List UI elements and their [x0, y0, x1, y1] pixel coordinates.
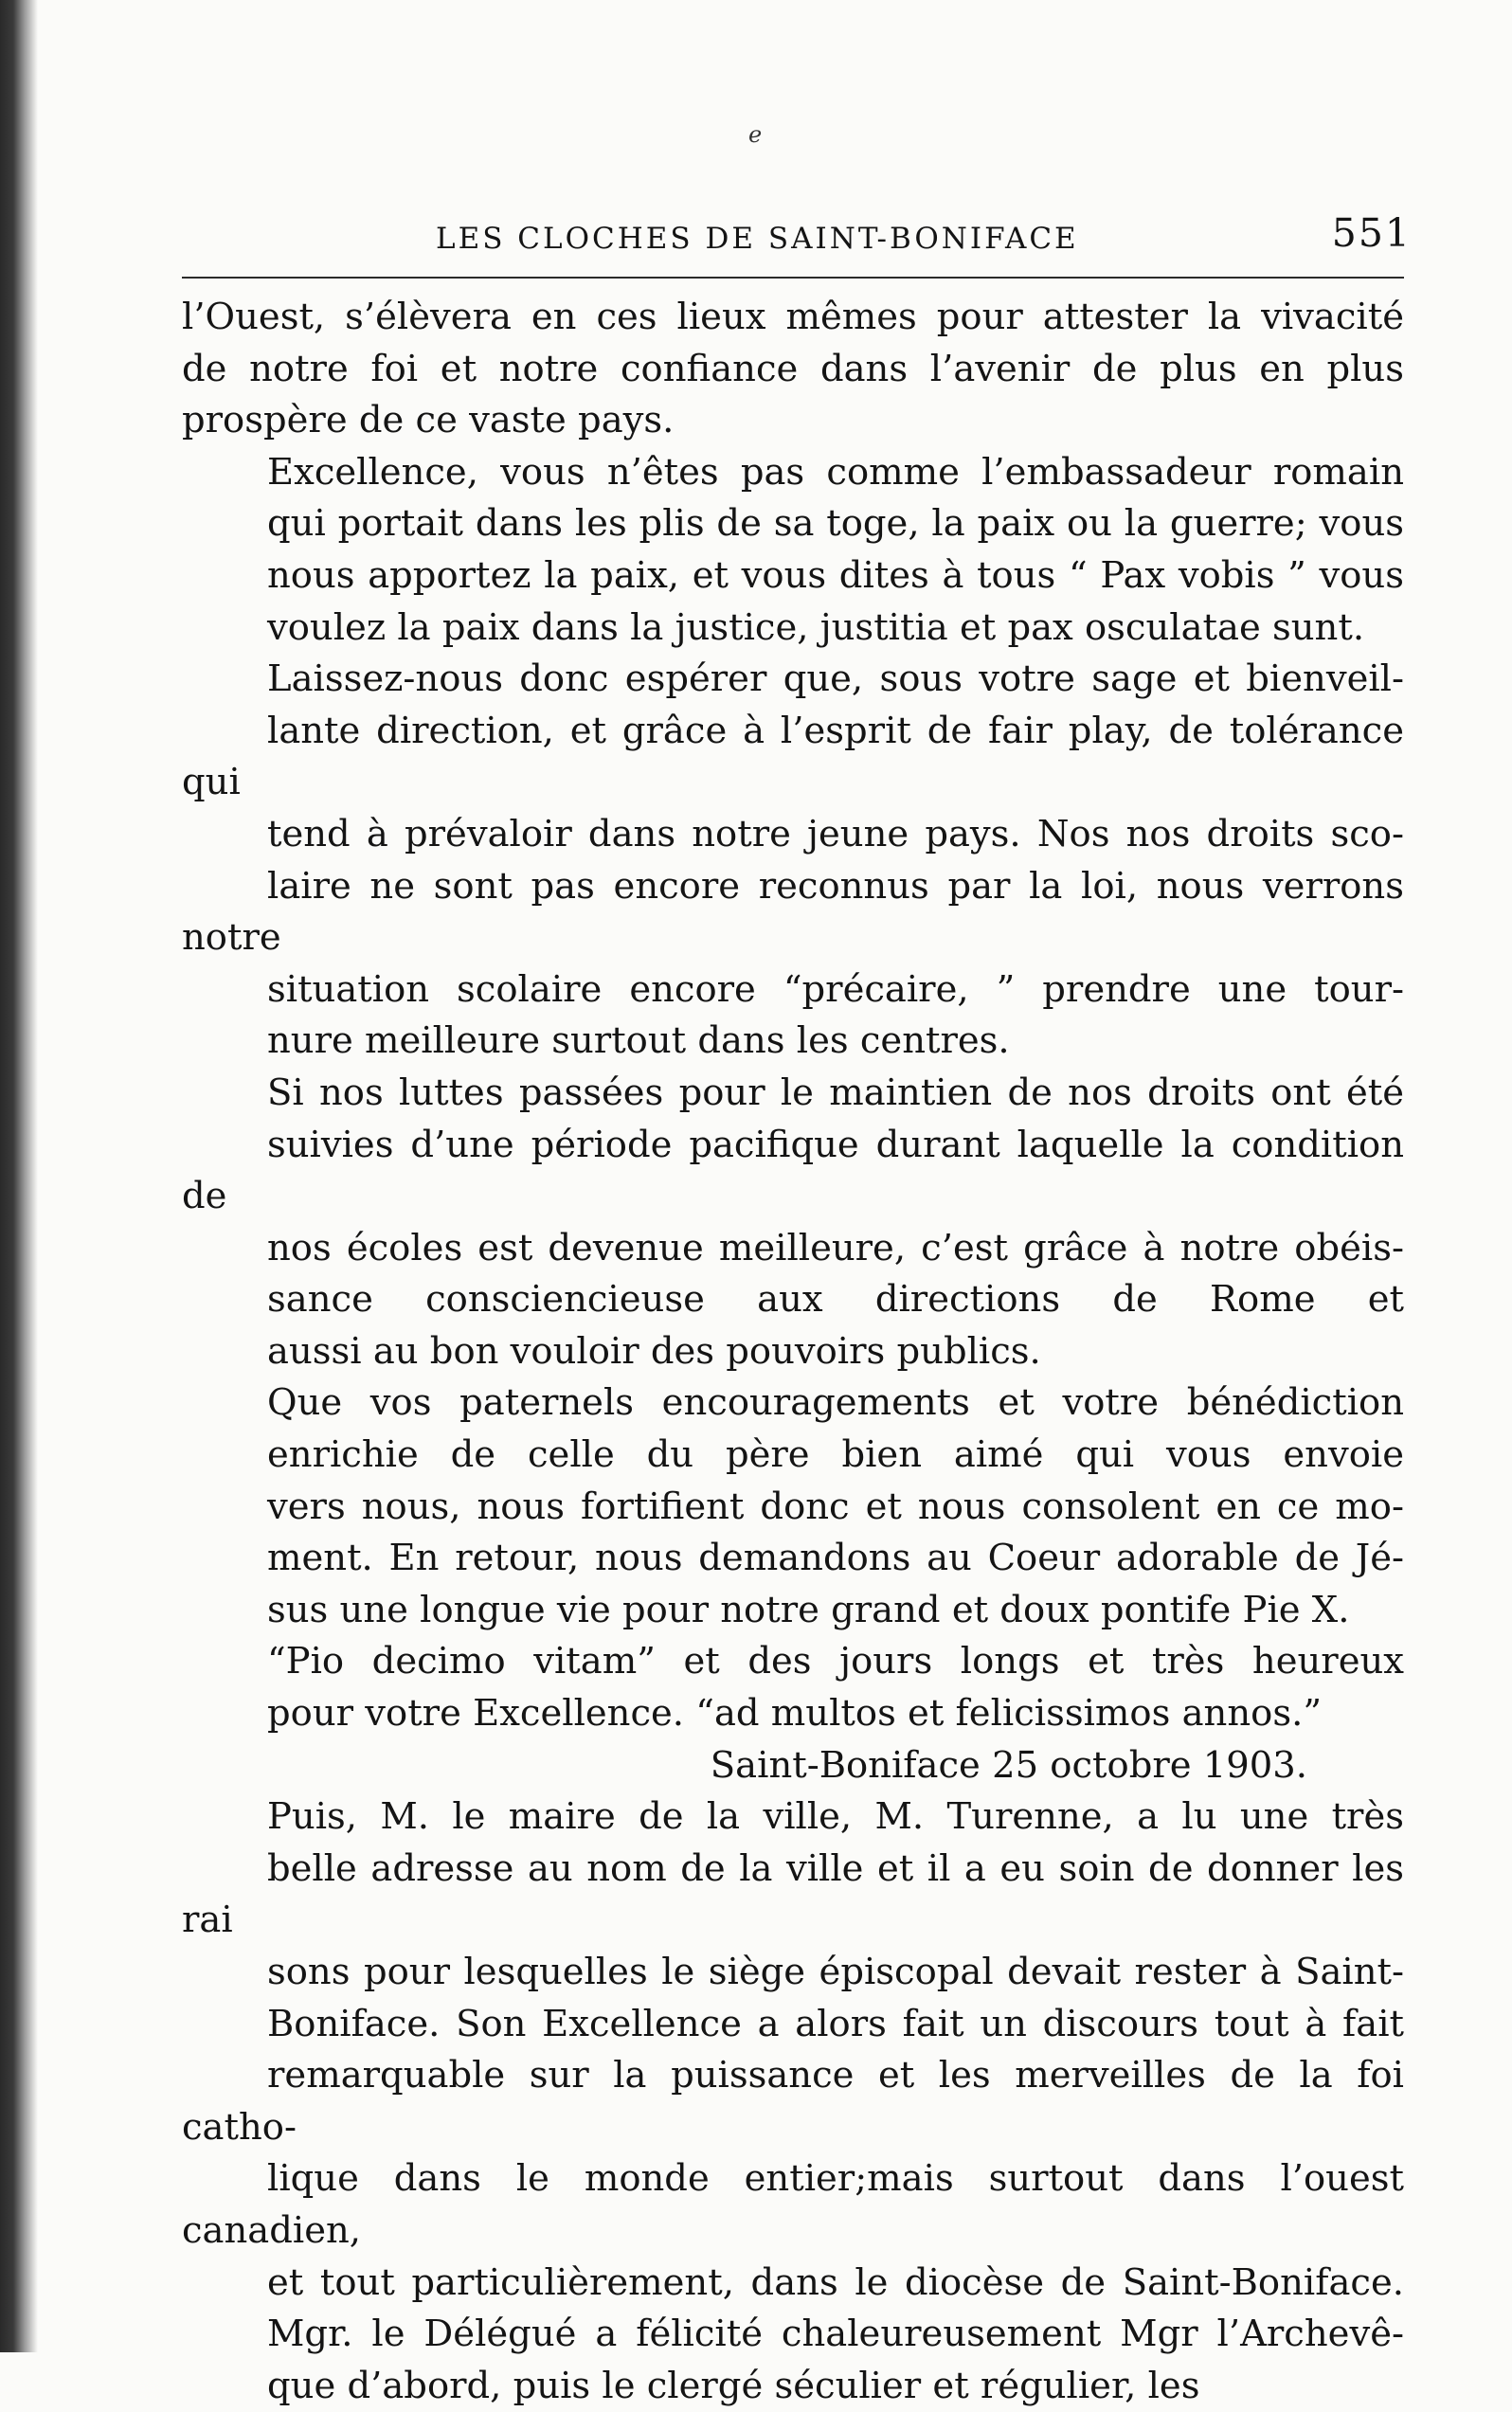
text-line: vers nous, nous fortifient donc et nous consolent en ce mo- — [267, 1485, 1404, 1528]
page-header — [180, 210, 1412, 267]
paragraph — [182, 292, 1404, 447]
text-line: Puis, M. le maire de la ville, M. Turenne, a lu une très — [267, 1795, 1404, 1839]
text-line: et tout particulièrement, dans le diocèse de Saint-Boniface. — [267, 2260, 1404, 2304]
paragraph — [182, 447, 1404, 654]
text-line: de notre foi et notre confiance dans l’avenir de plus en plus — [182, 347, 1404, 390]
header-rule — [182, 277, 1404, 279]
text-line: Mgr. le Délégué a félicité chaleureusement Mgr l’Archevê- — [267, 2313, 1404, 2356]
text-line: lique dans le monde entier;mais surtout dans l’ouest canadien, — [182, 2157, 1404, 2252]
text-line: qui portait dans les plis de sa toge, la paix ou la guerre; vous — [267, 502, 1404, 546]
text-line: “Pio decimo vitam” et des jours longs et très heureux — [267, 1640, 1404, 1683]
text-line: laire ne sont pas encore reconnus par la loi, nous verrons notre — [182, 864, 1404, 960]
text-line: nous apportez la paix, et vous dites à tous “ Pax vobis ” vous — [267, 553, 1404, 597]
text-line: aussi au bon vouloir des pouvoirs publics. — [267, 1329, 1041, 1373]
running-title: LES CLOCHES DE SAINT-BONIFACE — [436, 222, 1079, 256]
text-line: lante direction, et grâce à l’esprit de fair play, de tolérance qui — [182, 709, 1404, 804]
text-line: nos écoles est devenue meilleure, c’est grâce à notre obéis- — [267, 1226, 1404, 1269]
text-line: remarquable sur la puissance et les merveilles de la foi catho- — [182, 2054, 1404, 2149]
text-line: Laissez-nous donc espérer que, sous votre sage et bienveil- — [267, 657, 1404, 701]
text-line: Boniface. Son Excellence a alors fait un discours tout à fait — [267, 2002, 1404, 2045]
paragraph — [182, 1636, 1404, 1739]
text-line: sus une longue vie pour notre grand et doux pontife Pie X. — [267, 1588, 1350, 1631]
text-line: tend à prévaloir dans notre jeune pays. Nos nos droits sco- — [267, 812, 1404, 855]
text-line: l’Ouest, s’élèvera en ces lieux mêmes pour attester la vivacité — [182, 296, 1404, 338]
text-line: ment. En retour, nous demandons au Coeur adorable de Jé- — [267, 1537, 1404, 1580]
closing-paragraph — [182, 1791, 1404, 2412]
text-line: Si nos luttes passées pour le maintien de nos droits ont été — [267, 1071, 1404, 1114]
paragraph — [182, 1377, 1404, 1636]
text-line: nure meilleure surtout dans les centres. — [267, 1019, 1010, 1063]
paragraph — [182, 1068, 1404, 1378]
header-mark: ℯ — [748, 121, 763, 148]
text-line: voulez la paix dans la justice, justitia et pax osculatae sunt. — [267, 605, 1365, 649]
page-number: 551 — [1331, 210, 1412, 256]
page-body — [182, 292, 1404, 2412]
text-line: Excellence, vous n’êtes pas comme l’embassadeur romain — [267, 450, 1404, 494]
text-line: prospère de ce vaste pays. — [182, 399, 675, 442]
text-line: que d’abord, puis le clergé séculier et régulier, les — [267, 2364, 1200, 2407]
text-line: situation scolaire encore “précaire, ” prendre une tour- — [267, 967, 1404, 1011]
signature-line: Saint-Boniface 25 octobre 1903. — [710, 1743, 1307, 1787]
text-line: pour votre Excellence. “ad multos et felicissimos annos.” — [267, 1692, 1323, 1736]
page-binding-edge — [0, 0, 38, 2352]
paragraph — [182, 654, 1404, 1068]
text-line: Que vos paternels encouragements et votre bénédiction — [267, 1381, 1404, 1425]
text-line: sons pour lesquelles le siège épiscopal devait rester à Saint- — [267, 1951, 1404, 1993]
text-line: sance consciencieuse aux directions de Rome et — [267, 1278, 1404, 1322]
text-line: enrichie de celle du père bien aimé qui vous envoie — [267, 1433, 1404, 1477]
text-line: suivies d’une période pacifique durant laquelle la condition de — [182, 1123, 1404, 1218]
text-line: belle adresse au nom de la ville et il a eu soin de donner les rai — [182, 1846, 1404, 1942]
